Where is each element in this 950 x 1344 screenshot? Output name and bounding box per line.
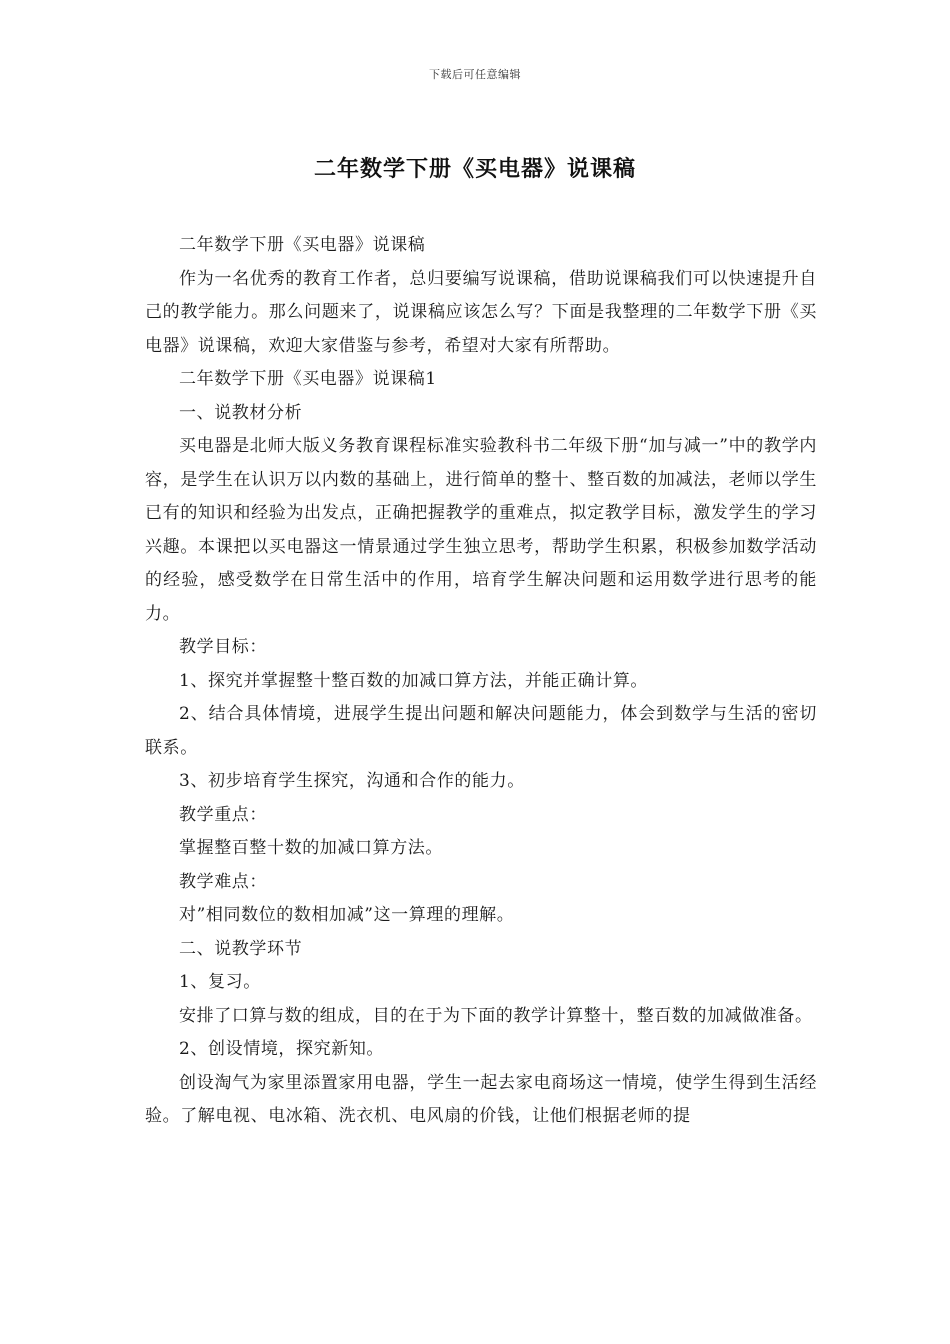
paragraph: 二年数学下册《买电器》说课稿 xyxy=(179,235,426,255)
list-item: 1、探究并掌握整十整百数的加减口算方法，并能正确计算。 xyxy=(179,670,649,691)
paragraph: 安排了口算与数的组成，目的在于为下面的教学计算整十，整百数的加减做准备。 xyxy=(179,1005,813,1026)
list-item: 2、结合具体情境，进展学生提出问题和解决问题能力，体会到数学与生活的密切联系。 xyxy=(145,704,817,758)
list-item: 1、复习。 xyxy=(179,972,261,992)
paragraph: 二年数学下册《买电器》说课稿1 xyxy=(179,369,437,389)
section-heading: 二、说教学环节 xyxy=(179,938,303,959)
document-title: 二年数学下册《买电器》说课稿 xyxy=(313,156,636,182)
subheading: 教学重点： xyxy=(179,804,267,825)
paragraph: 创设淘气为家里添置家用电器，学生一起去家电商场这一情境，使学生得到生活经验。了解电视、电冰箱、洗衣机、电风扇的价钱，让他们根据老师的提 xyxy=(145,1072,817,1126)
section-heading: 一、说教材分析 xyxy=(179,402,303,423)
paragraph: 对”相同数位的数相加减”这一算理的理解。 xyxy=(179,905,515,925)
list-item: 2、创设情境，探究新知。 xyxy=(179,1039,385,1059)
header-note: 下载后可任意编辑 xyxy=(429,68,521,81)
paragraph: 作为一名优秀的教育工作者，总归要编写说课稿，借助说课稿我们可以快速提升自己的教学能力。那么问题来了，说课稿应该怎么写？下面是我整理的二年数学下册《买电器》说课稿，欢迎大家借鉴与参考，希望对大家有所帮助。 xyxy=(145,268,817,356)
subheading: 教学目标： xyxy=(179,637,267,657)
subheading: 教学难点： xyxy=(179,871,267,892)
document-body xyxy=(145,229,817,1134)
paragraph: 掌握整百整十数的加减口算方法。 xyxy=(179,838,443,858)
paragraph: 买电器是北师大版义务教育课程标准实验教科书二年级下册“加与减一”中的教学内容，是学生在认识万以内数的基础上，进行简单的整十、整百数的加减法，老师以学生已有的知识和经验为出发点，正确把握教学的重难点，拟定教学目标，激发学生的学习兴趣。本课把以买电器这一情景通过学生独立思考，帮助学生积累，积极参加数学活动的经验，感受数学在日常生活中的作用，培育学生解决问题和运用数学进行思考的能力。 xyxy=(145,436,817,624)
list-item: 3、初步培育学生探究，沟通和合作的能力。 xyxy=(179,771,525,791)
